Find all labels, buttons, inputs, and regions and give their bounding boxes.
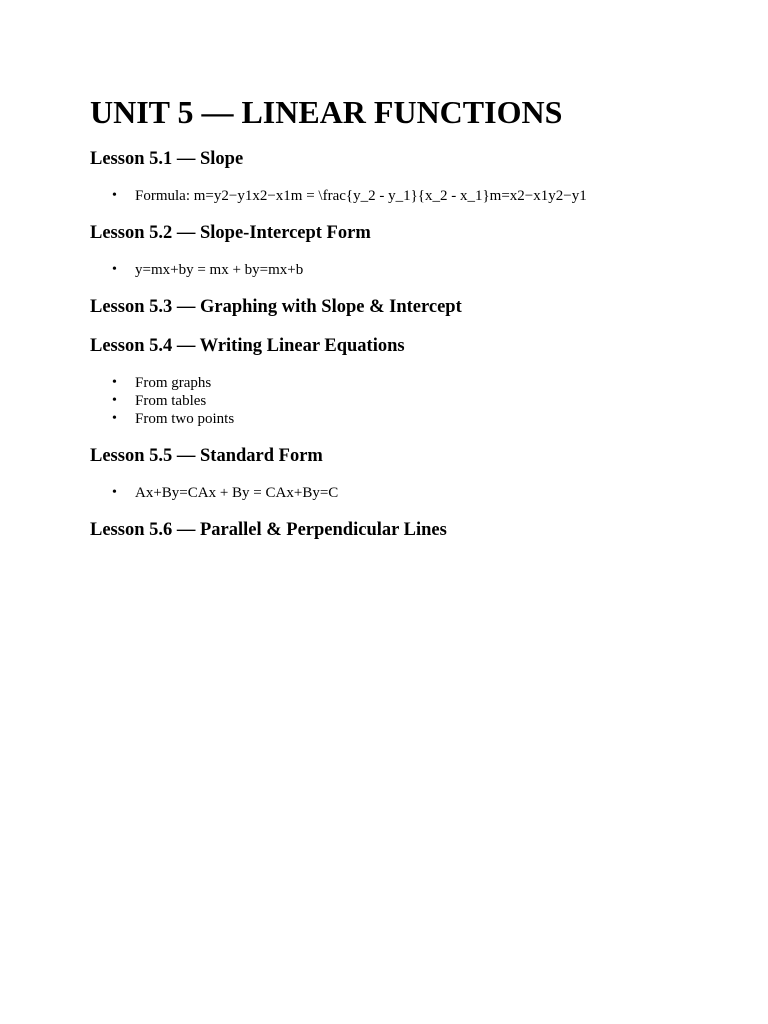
list-item: • From graphs xyxy=(135,374,678,392)
lesson-heading: Lesson 5.1 — Slope xyxy=(90,149,244,169)
bullet-list xyxy=(90,484,678,502)
list-item: • From two points xyxy=(135,410,678,428)
lesson-5-3 xyxy=(90,296,678,318)
lesson-heading: Lesson 5.4 — Writing Linear Equations xyxy=(90,336,405,356)
unit-title: UNIT 5 — LINEAR FUNCTIONS xyxy=(90,94,563,130)
lesson-heading: Lesson 5.2 — Slope-Intercept Form xyxy=(90,223,371,243)
list-item: • Ax+By=CAx + By = CAx+By=C xyxy=(135,484,678,502)
bullet-list xyxy=(90,374,678,428)
lesson-heading: Lesson 5.5 — Standard Form xyxy=(90,446,323,466)
list-item: • y=mx+by = mx + by=mx+b xyxy=(135,261,678,279)
lesson-5-2 xyxy=(90,222,678,279)
lesson-5-4 xyxy=(90,335,678,428)
bullet-list xyxy=(90,261,678,279)
lesson-5-1 xyxy=(90,148,678,205)
lesson-heading: Lesson 5.6 — Parallel & Perpendicular Lines xyxy=(90,520,447,540)
lesson-heading: Lesson 5.3 — Graphing with Slope & Intercept xyxy=(90,297,462,317)
lesson-5-5 xyxy=(90,445,678,502)
list-item: • From tables xyxy=(135,392,678,410)
list-item: • Formula: m=y2−y1x2−x1m = \frac{y_2 - y_1}{x_2 - x_1}m=x2−x1y2−y1 xyxy=(135,187,678,205)
bullet-list xyxy=(90,187,678,205)
lesson-5-6 xyxy=(90,519,678,541)
